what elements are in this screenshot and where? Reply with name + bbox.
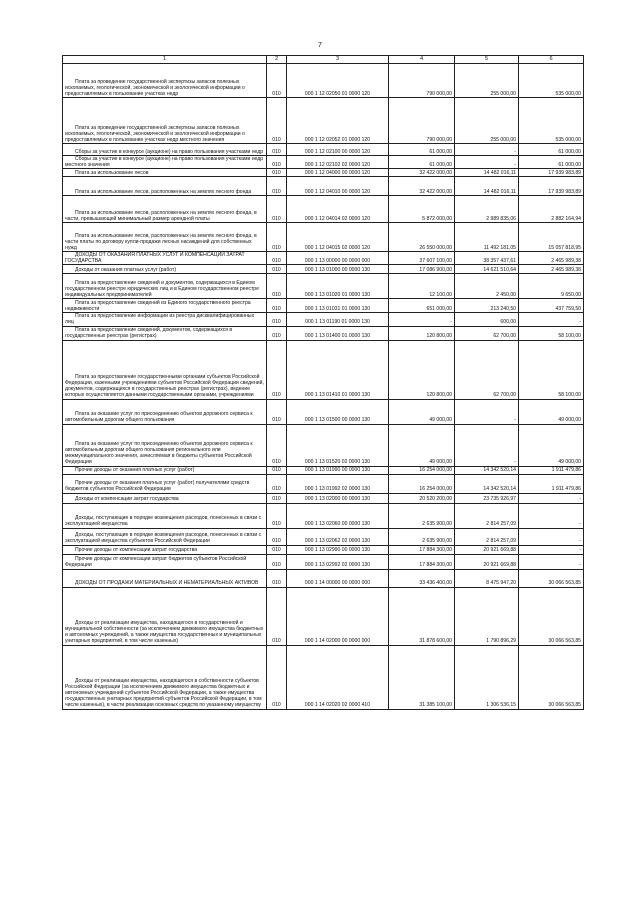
row-line-code: 010 xyxy=(267,545,287,554)
row-budget-code: 000 1 12 02052 01 0000 120 xyxy=(287,98,389,144)
row-approved-amount: 5 872 000,00 xyxy=(389,196,455,223)
column-number-row xyxy=(63,56,584,64)
row-name: Плата за использование лесов xyxy=(63,169,267,177)
column-number: 6 xyxy=(519,56,584,64)
row-budget-code: 000 1 12 02100 00 0000 120 xyxy=(287,144,389,156)
row-unexecuted-amount: 535 000,00 xyxy=(519,64,584,98)
row-budget-code: 000 1 14 02020 02 0000 410 xyxy=(287,645,389,709)
row-executed-amount: 600,00 xyxy=(455,313,519,326)
row-budget-code: 000 1 13 01190 01 0000 130 xyxy=(287,313,389,326)
table-row xyxy=(63,326,584,340)
row-line-code: 010 xyxy=(267,528,287,545)
row-approved-amount: 17 884 300,00 xyxy=(389,545,455,554)
row-name: Плата за использование лесов, расположенных на землях лесного фонда, в части, превышающей минимальный размер арендной платы xyxy=(63,196,267,223)
row-approved-amount: 32 422 000,00 xyxy=(389,177,455,196)
column-number: 2 xyxy=(267,56,287,64)
row-line-code: 010 xyxy=(267,466,287,474)
row-line-code: 010 xyxy=(267,503,287,528)
row-unexecuted-amount: 17 939 983,89 xyxy=(519,177,584,196)
row-executed-amount: 20 921 669,88 xyxy=(455,545,519,554)
row-approved-amount: 790 000,00 xyxy=(389,98,455,144)
row-approved-amount: 120 800,00 xyxy=(389,326,455,340)
row-budget-code: 000 1 13 01410 01 0000 130 xyxy=(287,340,389,399)
row-budget-code: 000 1 14 02000 00 0000 000 xyxy=(287,587,389,645)
row-name: ДОХОДЫ ОТ ОКАЗАНИЯ ПЛАТНЫХ УСЛУГ И КОМПЕНСАЦИИ ЗАТРАТ ГОСУДАРСТВА xyxy=(63,252,267,265)
row-name: Доходы от реализации имущества, находящегося в государственной и муниципальной собственности (за исключением движимого имущества бюджетных и автономных учреждений, а также имущества государственных и муниципальных унитарных предприятий, в том числе казенных) xyxy=(63,587,267,645)
row-executed-amount: 2 814 257,09 xyxy=(455,528,519,545)
row-approved-amount: 16 254 000,00 xyxy=(389,474,455,493)
row-line-code: 010 xyxy=(267,313,287,326)
row-budget-code: 000 1 13 01500 00 0000 130 xyxy=(287,399,389,424)
table-row xyxy=(63,474,584,493)
row-executed-amount: 14 621 510,64 xyxy=(455,265,519,274)
table-row xyxy=(63,156,584,169)
row-approved-amount: 33 436 400,00 xyxy=(389,569,455,587)
row-approved-amount: 2 635 900,00 xyxy=(389,503,455,528)
row-name: Доходы, поступающие в порядке возмещения расходов, понесенных в связи с эксплуатацией имущества xyxy=(63,503,267,528)
row-executed-amount: 11 492 181,05 xyxy=(455,223,519,252)
row-unexecuted-amount: 1 911 479,86 xyxy=(519,466,584,474)
row-budget-code: 000 1 13 01031 01 0000 130 xyxy=(287,299,389,313)
row-unexecuted-amount: 49 000,00 xyxy=(519,399,584,424)
row-name: ДОХОДЫ ОТ ПРОДАЖИ МАТЕРИАЛЬНЫХ И НЕМАТЕРИАЛЬНЫХ АКТИВОВ xyxy=(63,569,267,587)
row-budget-code: 000 1 14 00000 00 0000 000 xyxy=(287,569,389,587)
table-row xyxy=(63,424,584,466)
table-row xyxy=(63,98,584,144)
row-approved-amount: 651 000,00 xyxy=(389,299,455,313)
row-executed-amount: 38 357 437,61 xyxy=(455,252,519,265)
table-row xyxy=(63,252,584,265)
table-row xyxy=(63,274,584,299)
table-row xyxy=(63,503,584,528)
row-unexecuted-amount: 15 057 818,95 xyxy=(519,223,584,252)
row-unexecuted-amount: 437 759,50 xyxy=(519,299,584,313)
row-unexecuted-amount: 2 465 989,38 xyxy=(519,265,584,274)
row-executed-amount: 14 482 016,11 xyxy=(455,169,519,177)
row-approved-amount: 17 086 900,00 xyxy=(389,265,455,274)
table-row xyxy=(63,528,584,545)
row-budget-code: 000 1 13 01992 02 0000 130 xyxy=(287,474,389,493)
row-line-code: 010 xyxy=(267,569,287,587)
row-budget-code: 000 1 12 04010 00 0000 120 xyxy=(287,177,389,196)
row-budget-code: 000 1 13 02000 00 0000 130 xyxy=(287,493,389,503)
row-budget-code: 000 1 12 04000 00 0000 120 xyxy=(287,169,389,177)
page-number: 7 xyxy=(318,42,322,49)
row-name: Доходы от компенсации затрат государства xyxy=(63,493,267,503)
row-unexecuted-amount: - xyxy=(519,313,584,326)
row-executed-amount: 14 342 520,14 xyxy=(455,474,519,493)
row-name: Плата за предоставление сведений и документов, содержащихся в Едином государственном реестре юридических лиц и в Едином государственном реестре индивидуальных предпринимателей xyxy=(63,274,267,299)
row-name: Плата за оказание услуг по присоединению объектов дорожного сервиса к автомобильным дорогам общего пользования регионального или межмуниципального значения, зачисляемая в бюджеты субъектов Российской Федерации xyxy=(63,424,267,466)
row-executed-amount: 14 342 520,14 xyxy=(455,466,519,474)
table-row xyxy=(63,645,584,709)
row-name: Доходы, поступающие в порядке возмещения расходов, понесенных в связи с эксплуатацией имущества субъектов Российской Федерации xyxy=(63,528,267,545)
row-name: Сборы за участие в конкурсе (аукционе) на право пользования участками недр xyxy=(63,144,267,156)
row-name: Плата за проведение государственной экспертизы запасов полезных ископаемых, геологической, экономической и экологической информации о предоставляемых в пользование участках недр местного значения xyxy=(63,98,267,144)
row-line-code: 010 xyxy=(267,177,287,196)
row-unexecuted-amount: - xyxy=(519,528,584,545)
row-approved-amount: 12 100,00 xyxy=(389,274,455,299)
row-budget-code: 000 1 13 01000 00 0000 130 xyxy=(287,265,389,274)
table-row xyxy=(63,144,584,156)
row-budget-code: 000 1 13 02062 02 0000 130 xyxy=(287,528,389,545)
row-approved-amount: 49 000,00 xyxy=(389,424,455,466)
revenue-table xyxy=(62,55,584,710)
row-line-code: 010 xyxy=(267,64,287,98)
row-budget-code: 000 1 13 01020 01 0000 130 xyxy=(287,274,389,299)
row-approved-amount: 31 385 100,00 xyxy=(389,645,455,709)
row-unexecuted-amount: 30 066 563,85 xyxy=(519,569,584,587)
row-budget-code: 000 1 13 02990 00 0000 130 xyxy=(287,545,389,554)
row-unexecuted-amount: 17 939 983,89 xyxy=(519,169,584,177)
row-unexecuted-amount: 58 100,00 xyxy=(519,340,584,399)
row-name: Плата за предоставление сведений, документов, содержащихся в государственных реестрах (регистрах) xyxy=(63,326,267,340)
row-executed-amount: - xyxy=(455,424,519,466)
row-approved-amount: 120 800,00 xyxy=(389,340,455,399)
row-line-code: 010 xyxy=(267,252,287,265)
row-line-code: 010 xyxy=(267,156,287,169)
row-executed-amount: 2 450,00 xyxy=(455,274,519,299)
row-unexecuted-amount: 2 882 164,94 xyxy=(519,196,584,223)
row-line-code: 010 xyxy=(267,554,287,569)
row-name: Прочие доходы от компенсации затрат бюджетов субъектов Российской Федерации xyxy=(63,554,267,569)
row-approved-amount: 61 000,00 xyxy=(389,156,455,169)
row-budget-code: 000 1 12 02102 02 0000 120 xyxy=(287,156,389,169)
table-row xyxy=(63,466,584,474)
row-budget-code: 000 1 13 01990 00 0000 130 xyxy=(287,466,389,474)
row-unexecuted-amount: 49 000,00 xyxy=(519,424,584,466)
row-approved-amount: - xyxy=(389,313,455,326)
row-executed-amount: - xyxy=(455,399,519,424)
row-approved-amount: 26 550 000,00 xyxy=(389,223,455,252)
row-executed-amount: 255 000,00 xyxy=(455,64,519,98)
row-budget-code: 000 1 13 01400 01 0000 130 xyxy=(287,326,389,340)
row-budget-code: 000 1 13 02060 00 0000 130 xyxy=(287,503,389,528)
row-approved-amount: 17 884 300,00 xyxy=(389,554,455,569)
row-name: Плата за предоставление сведений из Единого государственного реестра недвижимости xyxy=(63,299,267,313)
row-unexecuted-amount: 535 000,00 xyxy=(519,98,584,144)
row-line-code: 010 xyxy=(267,340,287,399)
column-number: 1 xyxy=(63,56,267,64)
row-unexecuted-amount: - xyxy=(519,503,584,528)
row-name: Сборы за участие в конкурсе (аукционе) на право пользования участками недр местного значения xyxy=(63,156,267,169)
row-line-code: 010 xyxy=(267,196,287,223)
row-unexecuted-amount: - xyxy=(519,545,584,554)
row-line-code: 010 xyxy=(267,645,287,709)
row-line-code: 010 xyxy=(267,326,287,340)
row-executed-amount: 213 240,50 xyxy=(455,299,519,313)
row-line-code: 010 xyxy=(267,474,287,493)
row-unexecuted-amount: 61 000,00 xyxy=(519,156,584,169)
row-budget-code: 000 1 13 01520 02 0000 130 xyxy=(287,424,389,466)
table-row xyxy=(63,493,584,503)
row-line-code: 010 xyxy=(267,169,287,177)
row-approved-amount: 31 878 600,00 xyxy=(389,587,455,645)
row-executed-amount: 20 921 669,88 xyxy=(455,554,519,569)
row-approved-amount: 61 000,00 xyxy=(389,144,455,156)
row-executed-amount: 1 306 536,15 xyxy=(455,645,519,709)
row-budget-code: 000 1 13 02992 02 0000 130 xyxy=(287,554,389,569)
row-name: Плата за проведение государственной экспертизы запасов полезных ископаемых, геологической, экономической и экологической информации о предоставляемых в пользование участках недр xyxy=(63,64,267,98)
table-row xyxy=(63,313,584,326)
row-line-code: 010 xyxy=(267,299,287,313)
table-row xyxy=(63,399,584,424)
table-row xyxy=(63,569,584,587)
row-approved-amount: 16 254 000,00 xyxy=(389,466,455,474)
row-unexecuted-amount: 1 911 479,86 xyxy=(519,474,584,493)
row-approved-amount: 2 635 900,00 xyxy=(389,528,455,545)
row-approved-amount: 32 422 000,00 xyxy=(389,169,455,177)
row-executed-amount: 2 814 257,09 xyxy=(455,503,519,528)
row-line-code: 010 xyxy=(267,424,287,466)
row-approved-amount: 790 000,00 xyxy=(389,64,455,98)
row-unexecuted-amount: - xyxy=(519,493,584,503)
row-line-code: 010 xyxy=(267,98,287,144)
table-row xyxy=(63,64,584,98)
table-row xyxy=(63,554,584,569)
row-line-code: 010 xyxy=(267,144,287,156)
table-row xyxy=(63,265,584,274)
table-row xyxy=(63,196,584,223)
row-line-code: 010 xyxy=(267,274,287,299)
table-row xyxy=(63,223,584,252)
row-unexecuted-amount: 9 650,00 xyxy=(519,274,584,299)
row-approved-amount: 20 520 200,00 xyxy=(389,493,455,503)
row-executed-amount: - xyxy=(455,156,519,169)
row-executed-amount: 14 482 016,11 xyxy=(455,177,519,196)
row-unexecuted-amount: 61 000,00 xyxy=(519,144,584,156)
row-unexecuted-amount: - xyxy=(519,554,584,569)
column-number: 4 xyxy=(389,56,455,64)
row-name: Прочие доходы от компенсации затрат государства xyxy=(63,545,267,554)
row-name: Прочие доходы от оказания платных услуг (работ) xyxy=(63,466,267,474)
table-row xyxy=(63,587,584,645)
row-name: Прочие доходы от оказания платных услуг (работ) получателями средств бюджетов субъектов Российской Федерации xyxy=(63,474,267,493)
row-unexecuted-amount: 30 066 563,85 xyxy=(519,587,584,645)
row-name: Доходы от оказания платных услуг (работ) xyxy=(63,265,267,274)
row-budget-code: 000 1 12 04015 02 0000 120 xyxy=(287,223,389,252)
table-row xyxy=(63,169,584,177)
row-executed-amount: 62 700,00 xyxy=(455,340,519,399)
row-line-code: 010 xyxy=(267,493,287,503)
row-name: Плата за предоставление информации из реестра дисквалифицированных лиц xyxy=(63,313,267,326)
table-row xyxy=(63,340,584,399)
row-executed-amount: - xyxy=(455,144,519,156)
row-name: Плата за оказание услуг по присоединению объектов дорожного сервиса к автомобильным дорогам общего пользования xyxy=(63,399,267,424)
row-name: Плата за предоставление государственными органами субъектов Российской Федерации, казенными учреждениями субъектов Российской Федерации сведений, документов, содержащихся в государственных реестрах (регистрах), ведение которых осуществляется данными государственными органами, учреждениями xyxy=(63,340,267,399)
row-budget-code: 000 1 12 02050 01 0000 120 xyxy=(287,64,389,98)
row-line-code: 010 xyxy=(267,223,287,252)
table-row xyxy=(63,177,584,196)
row-budget-code: 000 1 13 00000 00 0000 000 xyxy=(287,252,389,265)
row-name: Доходы от реализации имущества, находящегося в собственности субъектов Российской Федерации (за исключением движимого имущества бюджетных и автономных учреждений субъектов Российской Федерации, а также имущества государственных унитарных предприятий субъектов Российской Федерации, в том числе казенных), в части реализации основных средств по указанному имуществу xyxy=(63,645,267,709)
row-executed-amount: 62 700,00 xyxy=(455,326,519,340)
row-line-code: 010 xyxy=(267,399,287,424)
row-approved-amount: 37 607 100,00 xyxy=(389,252,455,265)
row-unexecuted-amount: 30 066 563,85 xyxy=(519,645,584,709)
row-executed-amount: 8 475 947,20 xyxy=(455,569,519,587)
row-executed-amount: 1 790 896,29 xyxy=(455,587,519,645)
table-row xyxy=(63,545,584,554)
row-line-code: 010 xyxy=(267,587,287,645)
row-executed-amount: 255 000,00 xyxy=(455,98,519,144)
row-line-code: 010 xyxy=(267,265,287,274)
row-unexecuted-amount: 2 465 989,38 xyxy=(519,252,584,265)
row-name: Плата за использование лесов, расположенных на землях лесного фонда xyxy=(63,177,267,196)
row-unexecuted-amount: 58 100,00 xyxy=(519,326,584,340)
row-name: Плата за использование лесов, расположенных на землях лесного фонда, в части платы по договору купли-продажи лесных насаждений для собственных нужд xyxy=(63,223,267,252)
row-approved-amount: 49 000,00 xyxy=(389,399,455,424)
row-executed-amount: 23 735 926,97 xyxy=(455,493,519,503)
column-number: 5 xyxy=(455,56,519,64)
column-number: 3 xyxy=(287,56,389,64)
row-executed-amount: 2 989 835,06 xyxy=(455,196,519,223)
row-budget-code: 000 1 12 04014 02 0000 120 xyxy=(287,196,389,223)
table-row xyxy=(63,299,584,313)
